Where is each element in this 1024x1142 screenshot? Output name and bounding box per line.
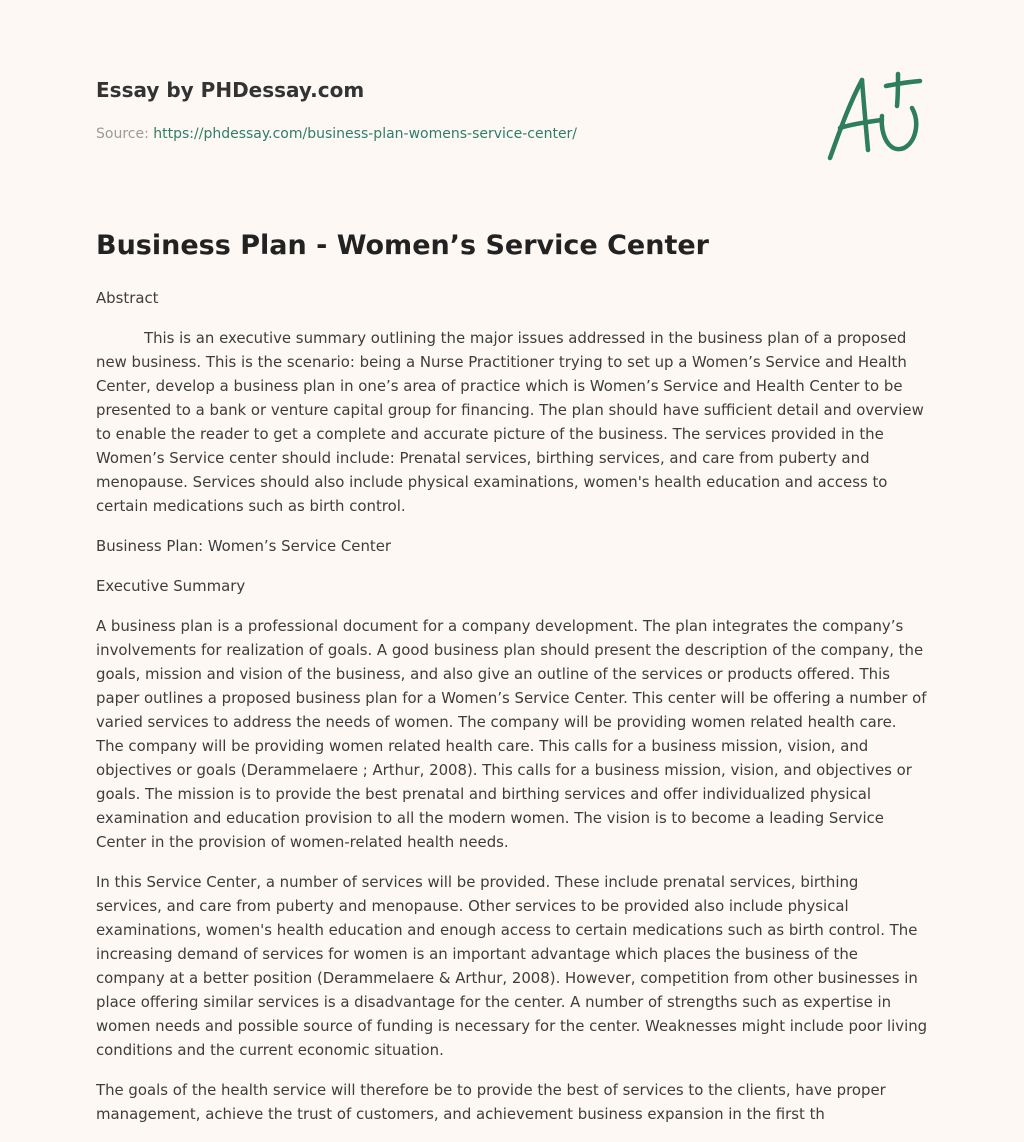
section-heading-business-plan: Business Plan: Women’s Service Center xyxy=(96,537,391,555)
section-heading-executive-summary: Executive Summary xyxy=(96,577,246,595)
body-paragraph: In this Service Center, a number of services will be provided. These include prenatal services, birthing services, and care from puberty and menopause. Other services to be provided also include physical examinations, women's health education and enough access to certain medications such as birth control. The increasing demand of services for women is an important advantage which places the business of the company at a better position (Derammelaere & Arthur, 2008). However, competition from other businesses in place offering similar services is a disadvantage for the center. A number of strengths such as expertise in women needs and possible source of funding is necessary for the center. Weaknesses might include poor living conditions and the current economic situation. xyxy=(96,873,928,1059)
source-line xyxy=(96,124,696,144)
body-paragraph: The goals of the health service will therefore be to provide the best of services to the clients, have proper management, achieve the trust of customers, and achievement business expansion in the first th xyxy=(96,1081,886,1123)
body-paragraph: A business plan is a professional document for a company development. The plan integrates the company’s involvements for realization of goals. A good business plan should present the description of the company, the goals, mission and vision of the business, and also give an outline of the services or products offered. This paper outlines a proposed business plan for a Women’s Service Center. This center will be offering a number of varied services to address the needs of women. The company will be providing women related health care. The company will be providing women related health care. This calls for a business mission, vision, and objectives or goals (Derammelaere ; Arthur, 2008). This calls for a business mission, vision, and objectives or goals. The mission is to provide the best prenatal and birthing services and offer individualized physical examination and education provision to all the modern women. The vision is to become a leading Service Center in the provision of women-related health needs. xyxy=(96,617,927,851)
essay-content xyxy=(96,228,928,1142)
abstract-paragraph: This is an executive summary outlining the major issues addressed in the business plan of a proposed new business. This is the scenario: being a Nurse Practitioner trying to set up a Women’s Service and Health Center, develop a business plan in one’s area of practice which is Women’s Service and Health Center to be presented to a bank or venture capital group for financing. The plan should have sufficient detail and overview to enable the reader to get a complete and accurate picture of the business. The services provided in the Women’s Service center should include: Prenatal services, birthing services, and care from puberty and menopause. Services should also include physical examinations, women's health education and access to certain medications such as birth control. xyxy=(96,329,924,515)
source-link[interactable]: https://phdessay.com/business-plan-womens-service-center/ xyxy=(153,126,578,142)
a-plus-logo xyxy=(820,66,930,166)
a-plus-logo-icon xyxy=(820,66,930,166)
site-title: Essay by PHDessay.com xyxy=(96,78,365,102)
section-label-abstract: Abstract xyxy=(96,289,159,307)
essay-title: Business Plan - Women’s Service Center xyxy=(96,230,709,261)
essay-header xyxy=(96,76,696,144)
source-label: Source: xyxy=(96,126,149,142)
